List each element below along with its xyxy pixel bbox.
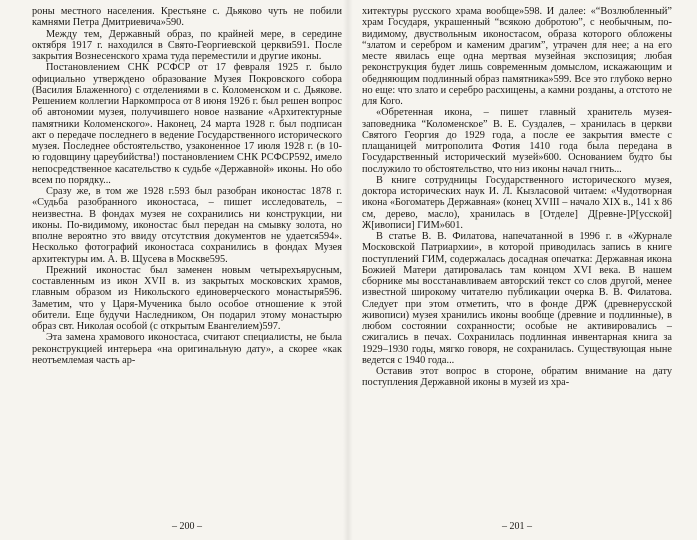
left-page bbox=[32, 6, 342, 534]
paragraph: В статье В. В. Филатова, напечатанной в 1996 г. в «Журнале Московской Патриархии», в которой приводилась запись в книге поступлений ГИМ, содержалась досадная опечатка: Державная икона Божией Матери датировалась там концом XVI века. В нашем сборнике мы восстанавливаем авторский текст со слов другой, менее известной широкому читателю публикации очерка В. В. Филатова. Следует при этом отметить, что в фонде ДРЖ (древнерусской живописи) музея хранились иконы вообще (древние и подлинные), в любом состоянии сохранности; особые не активировались – сжигались в печах. Сохранилась подлинная инвентарная книга за 1929–1930 годы, мягко говоря, не сохранилась. Существующая ныне ведется с 1940 года... bbox=[362, 231, 672, 366]
paragraph: роны местного населения. Крестьяне с. Дьяково чуть не побили камнями Петра Дмитриевича»590. bbox=[32, 6, 342, 29]
paragraph: Эта замена храмового иконостаса, считают специалисты, не была реконструкцией интерьера «на оригинальную дату», а скорее «как неотъемлемая часть ар- bbox=[32, 332, 342, 366]
paragraph: В книге сотрудницы Государственного исторического музея, доктора исторических наук И. Л. Кызласовой читаем: «Чудотворная икона «Богоматерь Державная» (конец XVIII – начало XIX в., 141 х 86 см, дерево, масло), хранилась в [Отделе] Д[ревне-]Р[усской] Ж[ивописи] ГИМ»601. bbox=[362, 174, 672, 231]
paragraph: Оставив этот вопрос в стороне, обратим внимание на дату поступления Державной иконы в музей из хра- bbox=[362, 366, 672, 389]
paragraph: Между тем, Державный образ, по крайней мере, в середине октября 1917 г. находился в Свято-Георгиевской церкви591. После закрытия Вознесенского храма туда переместили и другие иконы. bbox=[32, 28, 342, 62]
page-number: – 200 – bbox=[172, 520, 202, 532]
right-page bbox=[362, 6, 672, 534]
paragraph: Сразу же, в том же 1928 г.593 был разобран иконостас 1878 г. «Судьба разобранного иконостаса, – пишет исследователь, – неизвестна. В фондах музея не сохранились ни конструкции, ни иконы. По-видимому, иконостас был передан на смывку золота, но вполне вероятно это ввиду отсутствия документов не удается594». Несколько фотографий иконостаса сохранились в фондах Музея архитектуры им. А. В. Щусева в Москве595. bbox=[32, 186, 342, 265]
page-number: – 201 – bbox=[502, 520, 532, 532]
book-gutter bbox=[343, 0, 353, 540]
paragraph: Прежний иконостас был заменен новым четырехъярусным, составленным из икон XVII в. из закрытых московских храмов, главным образом из Никольского единоверческого монастыря596. Заметим, что у Царя-Мученика было особое отношение к этой обители. Еще будучи Наследником, Он подарил этому монастырю образ свт. Николая особой (с открытым Евангелием)597. bbox=[32, 264, 342, 332]
paragraph: «Обретенная икона, – пишет главный хранитель музея-заповедника “Коломенское” В. Е. Суздалев, – хранилась в церкви Святого Георгия до 1929 года, а после ее закрытия вместе с плащаницей митрополита Фотия 1410 года была передана в Государственный исторический музей»600. Основанием будто бы послужило то обстоятельство, что низ иконы начал гнить... bbox=[362, 107, 672, 175]
paragraph: Постановлением СНК РСФСР от 17 февраля 1925 г. было официально утверждено образование Музея Покровского собора (Василия Блаженного) с отделениями в с. Коломенском и с. Дьякове. Решением коллегии Наркомпроса от 8 июня 1926 г. был решен вопрос об автономии музея, получившего новое название «Архитектурные памятники Коломенского». Наконец, 24 марта 1928 г. был подписан акт о передаче последнего в ведение Государственного исторического музея. Последнее обстоятельство, узаконенное 17 июля 1928 г. (в 10-ю годовщину цареубийства!) постановлением СНК РСФСР592, имело непосредственное касательство к судьбе «Державной» иконы. Но обо всем по порядку... bbox=[32, 62, 342, 186]
paragraph: хитектуры русского храма вообще»598. И далее: «“Возлюбленный” храм Государя, украшенный “всякою добротою”, с необычным, по-видимому, двуствольным иконостасом, образа которого обложены “златом и серебром и каменим драгим”, утрачен для нее; а на его месте явилась еще одна мертвая музейная экспозиция; любая реконструкция будет лишь современным домыслом, искажающим и обедняющим подлинный образ памятника»599. Все это глубоко верно но еще: что злато и серебро расхищены, а камни розданы, а отстото не для Кого. bbox=[362, 6, 672, 107]
